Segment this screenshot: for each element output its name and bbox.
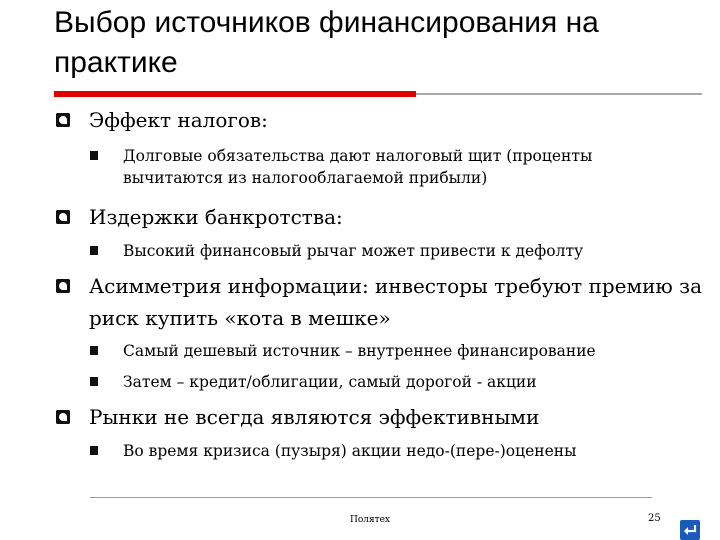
q-bullet-icon (56, 210, 70, 224)
square-bullet-icon (90, 377, 98, 386)
title-rule (416, 93, 702, 95)
title-accent-rule (54, 91, 416, 97)
bullet-section-asymmetry (56, 270, 706, 334)
sub-bullet (90, 340, 690, 362)
q-bullet-icon (56, 113, 70, 127)
square-bullet-icon (90, 151, 98, 160)
bullet-heading: Рынки не всегда являются эффективными (89, 405, 540, 429)
sub-bullet-text: Затем – кредит/облигации, самый дорогой - акции (123, 373, 537, 391)
square-bullet-icon (90, 446, 98, 455)
square-bullet-icon (90, 346, 98, 355)
square-bullet-icon (90, 246, 98, 255)
sub-bullet (90, 240, 690, 262)
bullet-heading: Асимметрия информации: инвесторы требуют премию за риск купить «кота в мешке» (89, 274, 702, 330)
sub-bullet-text: Долговые обязательства дают налоговый щит (проценты вычитаются из налогооблагаемой прибыли) (123, 147, 593, 187)
sub-bullet-text: Самый дешевый источник – внутреннее финансирование (123, 342, 596, 360)
bullet-section-markets (56, 401, 706, 433)
return-arrow-icon[interactable] (680, 520, 700, 540)
sub-bullet-text: Высокий финансовый рычаг может привести к дефолту (123, 242, 584, 260)
footer-rule (90, 497, 652, 498)
slide-title: Выбор источников финансирования на практике (54, 6, 599, 79)
bullet-heading: Издержки банкротства: (89, 205, 343, 229)
bullet-section-taxes (56, 104, 706, 136)
q-bullet-icon (56, 279, 70, 293)
sub-bullet (90, 440, 690, 462)
sub-bullet-text: Во время кризиса (пузыря) акции недо-(пере-)оценены (123, 442, 577, 460)
footer-text: Полятех (349, 515, 391, 525)
q-bullet-icon (56, 410, 70, 424)
sub-bullet (90, 371, 690, 393)
sub-bullet (90, 145, 690, 189)
bullet-section-bankruptcy (56, 201, 706, 233)
page-number: 25 (648, 513, 661, 524)
bullet-heading: Эффект налогов: (89, 108, 268, 132)
